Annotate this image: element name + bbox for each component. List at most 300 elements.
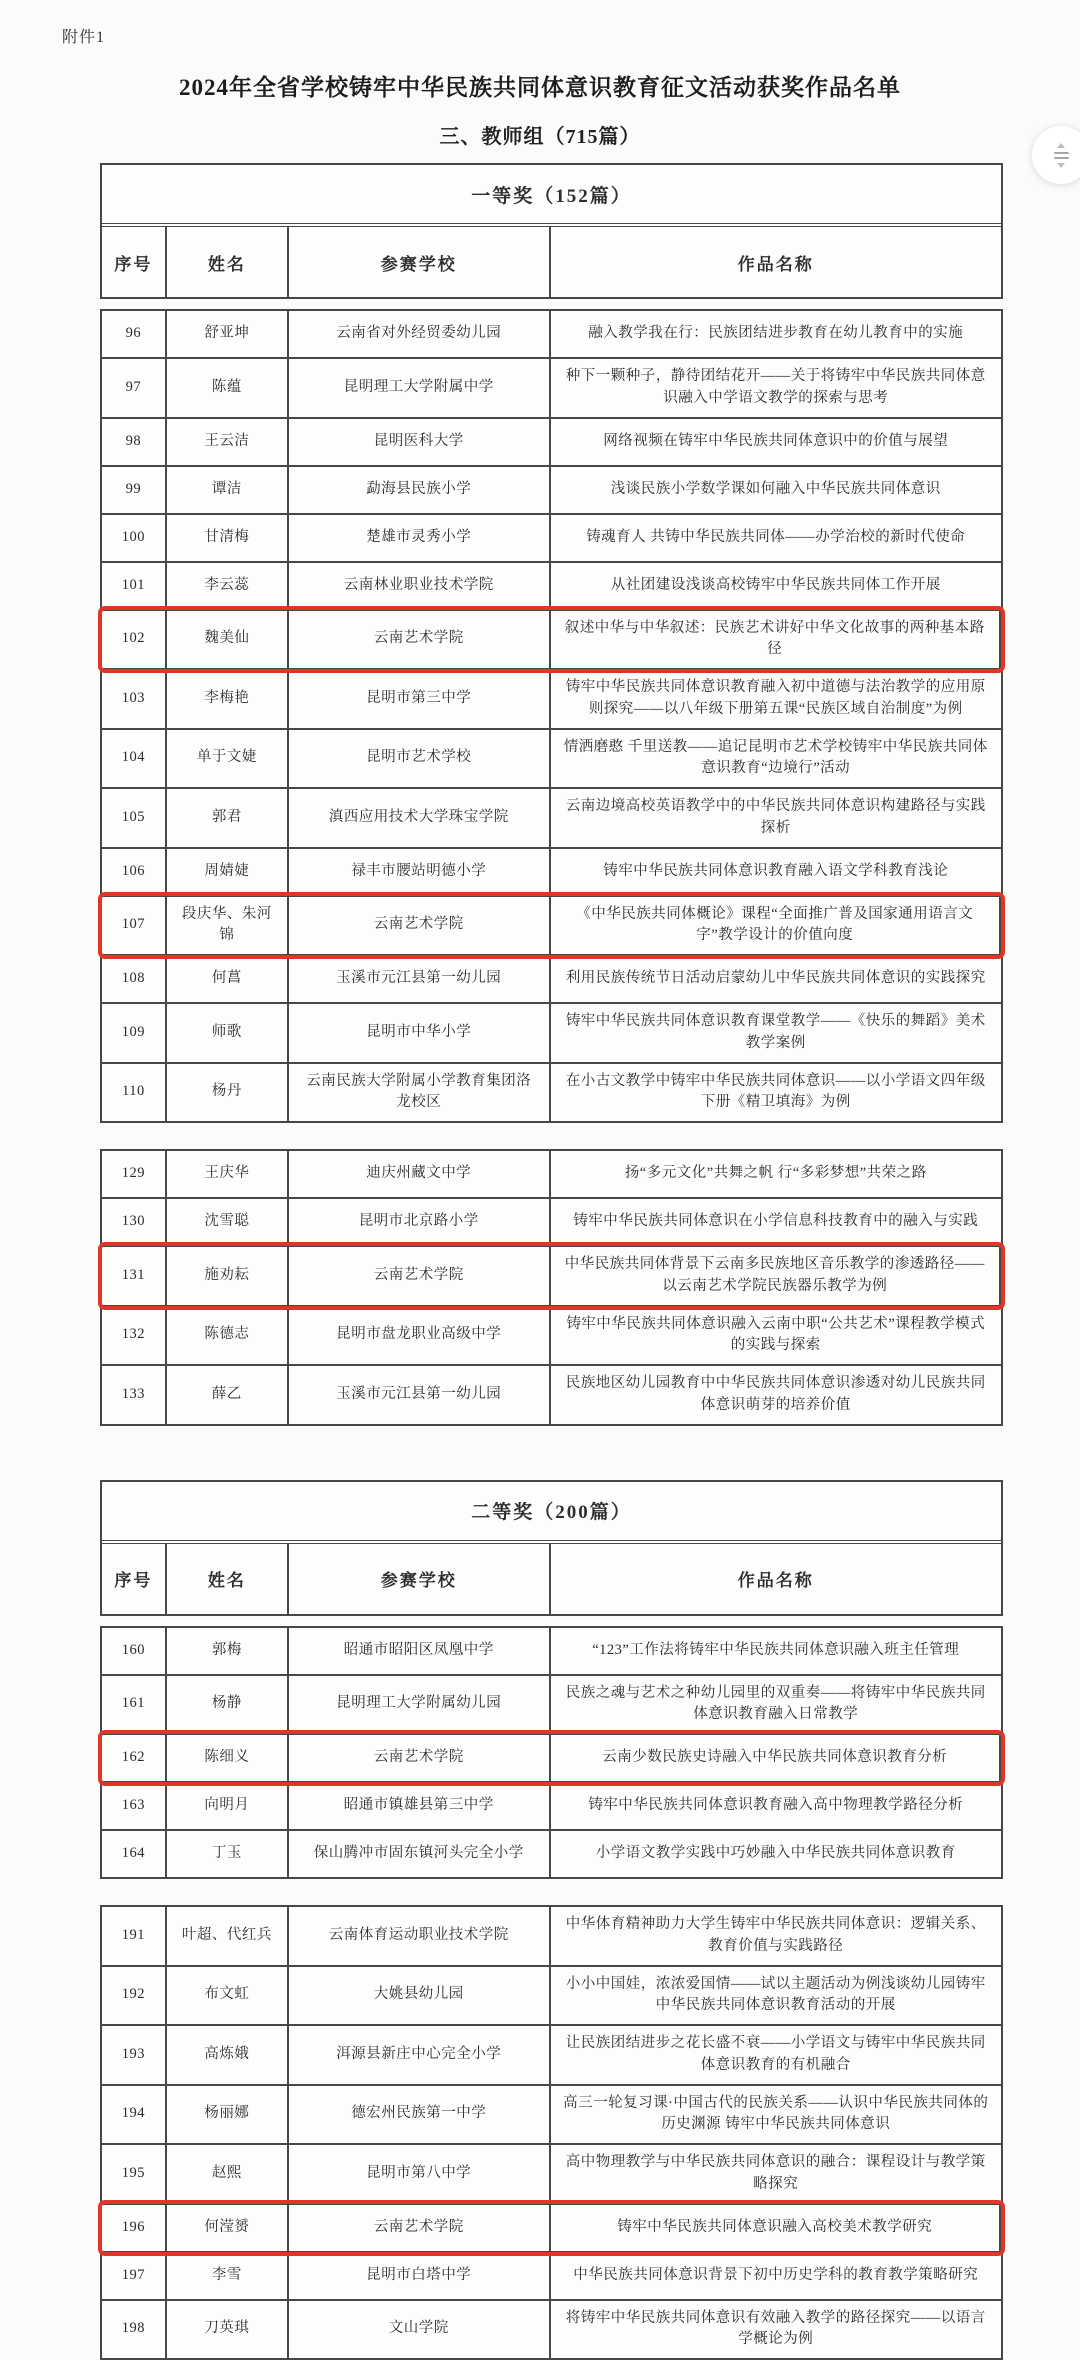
chevron-up-icon[interactable]	[1057, 143, 1065, 148]
column-header: 作品名称	[737, 254, 814, 274]
work-title	[551, 1064, 1001, 1122]
work-title	[551, 849, 1001, 895]
entrant-name-text: 布文虹	[204, 1986, 250, 2003]
table-row	[102, 2143, 1001, 2203]
entrant-school	[289, 2205, 551, 2251]
work-title	[551, 956, 1001, 1002]
row-number	[102, 2026, 167, 2084]
row-number	[102, 1151, 167, 1197]
row-number-text: 192	[121, 1986, 145, 2003]
entrant-name	[167, 1628, 289, 1674]
entrant-name	[167, 2086, 289, 2144]
row-number-text: 110	[122, 1083, 145, 1100]
row-number-text: 130	[121, 1213, 145, 1230]
page-title: 2024年全省学校铸牢中华民族共同体意识教育征文活动获奖作品名单	[179, 75, 901, 100]
row-number-text: 99	[125, 480, 142, 497]
entrant-name	[167, 1004, 289, 1062]
entrant-school	[289, 2145, 551, 2203]
table-row	[102, 1062, 1001, 1122]
entrant-school	[289, 2301, 551, 2359]
entrant-school	[289, 2026, 551, 2084]
table-row	[102, 2251, 1001, 2299]
entrant-school-text: 昭通市昭阳区凤凰中学	[343, 1641, 494, 1658]
chevron-down-icon[interactable]	[1057, 163, 1065, 168]
entrant-name-text: 郭梅	[211, 1641, 242, 1658]
work-title	[551, 515, 1001, 561]
work-title	[551, 1783, 1001, 1829]
entrant-name	[167, 849, 289, 895]
table-row	[102, 668, 1001, 728]
entrant-name-text: 李梅艳	[204, 689, 250, 706]
table-row	[102, 1829, 1001, 1877]
entrant-name-text: 谭洁	[211, 480, 242, 497]
table-row	[102, 787, 1001, 847]
entrant-name-text: 师歌	[211, 1023, 242, 1040]
entrant-name	[167, 419, 289, 465]
entrant-school-text: 文山学院	[388, 2320, 449, 2337]
row-number	[102, 2086, 167, 2144]
entrant-name	[167, 359, 289, 417]
work-title	[551, 1676, 1001, 1734]
entrant-name	[167, 2253, 289, 2299]
row-number-text: 100	[121, 528, 145, 545]
table-row	[102, 1305, 1001, 1365]
table-row	[102, 561, 1001, 609]
row-number-text: 132	[121, 1326, 145, 1343]
work-title-text: 云南少数民族史诗融入中华民族共同体意识教育分析	[602, 1749, 948, 1766]
entrant-name-text: 杨丽娜	[204, 2105, 250, 2122]
work-title-text: 中华民族共同体背景下云南多民族地区音乐教学的渗透路径——以云南艺术学院民族器乐教学为例	[564, 1256, 985, 1294]
work-title	[551, 1907, 1001, 1965]
work-title-text: 铸牢中华民族共同体意识在小学信息科技教育中的融入与实践	[573, 1213, 979, 1230]
entrant-name-text: 李雪	[211, 2266, 242, 2283]
entrant-school	[289, 1199, 551, 1245]
row-number-text: 191	[121, 1926, 145, 1943]
award-rows-section	[100, 1905, 1003, 2360]
row-number	[102, 1676, 167, 1734]
row-number-text: 194	[121, 2105, 145, 2122]
table-row	[102, 847, 1001, 895]
row-number	[102, 2205, 167, 2251]
entrant-name	[167, 1907, 289, 1965]
entrant-name	[167, 1366, 289, 1424]
entrant-school	[289, 1907, 551, 1965]
award-rows-section	[100, 1149, 1003, 1426]
row-number-text: 108	[121, 970, 145, 987]
entrant-name	[167, 897, 289, 955]
row-number	[102, 419, 167, 465]
table-row	[102, 954, 1001, 1002]
work-title	[551, 2253, 1001, 2299]
work-title	[551, 2086, 1001, 2144]
entrant-name-text: 周婧婕	[204, 862, 250, 879]
column-header-row	[102, 1544, 1001, 1614]
table-row	[102, 1151, 1001, 1197]
entrant-school	[289, 359, 551, 417]
table-row	[102, 1364, 1001, 1424]
table-row	[102, 465, 1001, 513]
work-title-text: 扬“多元文化”共舞之帆 行“多彩梦想”共荣之路	[624, 1165, 927, 1182]
work-title-text: 在小古文教学中铸牢中华民族共同体意识——以小学语文四年级下册《精卫填海》为例	[565, 1072, 986, 1111]
entrant-name-text: 陈德志	[204, 1326, 250, 1343]
work-title-text: 铸牢中华民族共同体意识教育课堂教学——《快乐的舞蹈》美术教学案例	[565, 1013, 986, 1051]
entrant-name-text: 李云蕊	[204, 576, 250, 593]
row-number	[102, 1307, 167, 1365]
tables	[100, 163, 1003, 2360]
entrant-school-text: 禄丰市腰站明德小学	[351, 862, 487, 879]
award-title: 一等奖（152篇）	[102, 165, 1001, 227]
work-title	[551, 1199, 1001, 1245]
row-number-text: 164	[121, 1845, 145, 1862]
table-row	[102, 357, 1001, 417]
entrant-name-text: 杨静	[211, 1695, 242, 1712]
row-number-text: 106	[121, 862, 145, 879]
entrant-school	[289, 611, 551, 669]
row-number-text: 193	[121, 2045, 145, 2062]
row-number	[102, 1735, 167, 1781]
row-number-text: 105	[121, 808, 145, 825]
work-title-text: 铸牢中华民族共同体意识融入云南中职“公共艺术”课程教学模式的实践与探索	[566, 1315, 986, 1354]
row-number	[102, 2253, 167, 2299]
entrant-school	[289, 1831, 551, 1877]
table-row	[102, 513, 1001, 561]
row-number-text: 195	[121, 2164, 145, 2181]
entrant-school-text: 云南省对外经贸委幼儿园	[336, 325, 502, 342]
row-number-text: 104	[121, 749, 145, 766]
table-row	[102, 2084, 1001, 2144]
entrant-school-text: 昆明市白塔中学	[366, 2266, 472, 2283]
entrant-school-text: 云南艺术学院	[373, 630, 464, 647]
column-header-row	[102, 227, 1001, 297]
row-number-text: 96	[125, 325, 142, 342]
entrant-name	[167, 311, 289, 357]
work-title-text: 小学语文教学实践中巧妙融入中华民族共同体意识教育	[595, 1845, 956, 1862]
entrant-name	[167, 1735, 289, 1781]
entrant-school-text: 玉溪市元江县第一幼儿园	[336, 970, 502, 987]
row-number-text: 163	[121, 1797, 145, 1814]
work-title	[551, 419, 1001, 465]
row-number	[102, 1247, 167, 1305]
row-number	[102, 956, 167, 1002]
entrant-school-text: 昆明市第八中学	[366, 2164, 472, 2181]
entrant-school-text: 昆明市北京路小学	[358, 1213, 479, 1230]
work-title-text: 融入教学我在行：民族团结进步教育在幼儿教育中的实施	[588, 325, 964, 342]
table-row	[102, 609, 1001, 669]
group-subtitle: 三、教师组（715篇）	[439, 126, 641, 148]
page-scroll-widget[interactable]	[1032, 126, 1080, 184]
table-row	[102, 2024, 1001, 2084]
work-title-text: 将铸牢中华民族共同体意识有效融入教学的路径探究——以语言学概论为例	[565, 2309, 986, 2348]
table-row	[102, 2299, 1001, 2359]
work-title-text: “123”工作法将铸牢中华民族共同体意识融入班主任管理	[592, 1641, 960, 1658]
attachment-label: 附件1	[62, 29, 106, 46]
table-row	[102, 1002, 1001, 1062]
column-header: 序号	[102, 1544, 167, 1614]
award-title: 二等奖（200篇）	[102, 1482, 1001, 1544]
entrant-school-text: 迪庆州藏文中学	[366, 1165, 472, 1182]
entrant-name	[167, 1676, 289, 1734]
work-title-text: 情洒磨憨 千里送教——追记昆明市艺术学校铸牢中华民族共同体意识教育“边境行”活动	[563, 738, 988, 777]
entrant-school	[289, 1676, 551, 1734]
entrant-name-text: 何菖	[211, 970, 242, 987]
row-number-text: 160	[121, 1641, 145, 1658]
work-title	[551, 311, 1001, 357]
entrant-name	[167, 1247, 289, 1305]
row-number	[102, 849, 167, 895]
work-title	[551, 2026, 1001, 2084]
column-header: 序号	[102, 227, 167, 297]
table-row	[102, 895, 1001, 955]
row-number-text: 107	[121, 916, 145, 933]
row-number	[102, 1064, 167, 1122]
work-title-text: 让民族团结进步之花长盛不衰——小学语文与铸牢中华民族共同体意识教育的有机融合	[565, 2035, 986, 2073]
work-title-text: 浅谈民族小学数学课如何融入中华民族共同体意识	[610, 480, 941, 497]
entrant-school-text: 云南艺术学院	[373, 916, 464, 933]
row-number	[102, 515, 167, 561]
table-row	[102, 1628, 1001, 1674]
entrant-school	[289, 563, 551, 609]
entrant-school-text: 德宏州民族第一中学	[351, 2105, 487, 2122]
table-row	[102, 311, 1001, 357]
entrant-name-text: 段庆华、朱河锦	[181, 905, 272, 944]
column-header: 作品名称	[737, 1571, 814, 1590]
award-rows-section	[100, 309, 1003, 1123]
entrant-name-text: 刀英琪	[204, 2320, 250, 2337]
entrant-school-text: 云南林业职业技术学院	[343, 576, 494, 593]
entrant-name	[167, 956, 289, 1002]
table-row	[102, 728, 1001, 788]
entrant-name	[167, 563, 289, 609]
entrant-name-text: 向明月	[204, 1797, 250, 1814]
entrant-name	[167, 1783, 289, 1829]
entrant-name-text: 沈雪聪	[204, 1213, 250, 1230]
table-row	[102, 1197, 1001, 1245]
row-number	[102, 730, 167, 788]
row-number	[102, 611, 167, 669]
entrant-school-text: 云南民族大学附属小学教育集团洛龙校区	[306, 1072, 532, 1111]
work-title-text: 铸牢中华民族共同体意识融入高校美术教学研究	[617, 2218, 933, 2235]
column-header: 姓名	[167, 1544, 289, 1614]
entrant-school	[289, 1064, 551, 1122]
row-number	[102, 1004, 167, 1062]
entrant-name	[167, 2145, 289, 2203]
entrant-name	[167, 1831, 289, 1877]
work-title-text: 中华体育精神助力大学生铸牢中华民族共同体意识：逻辑关系、教育价值与实践路径	[565, 1916, 986, 1954]
row-number	[102, 563, 167, 609]
work-title	[551, 1247, 1001, 1305]
row-number	[102, 1199, 167, 1245]
award-table-header	[100, 163, 1003, 299]
entrant-name-text: 郭君	[211, 808, 242, 825]
entrant-name-text: 单于文婕	[196, 749, 257, 766]
work-title-text: 种下一颗种子，静待团结花开——关于将铸牢中华民族共同体意识融入中学语文教学的探索与思考	[565, 368, 986, 406]
work-title	[551, 467, 1001, 513]
column-header: 参赛学校	[289, 227, 551, 297]
entrant-name	[167, 515, 289, 561]
row-number	[102, 897, 167, 955]
work-title	[551, 563, 1001, 609]
entrant-school-text: 勐海县民族小学	[366, 480, 472, 497]
entrant-school	[289, 515, 551, 561]
entrant-school	[289, 1735, 551, 1781]
row-number	[102, 789, 167, 847]
entrant-school-text: 保山腾冲市固东镇河头完全小学	[313, 1845, 524, 1862]
entrant-name	[167, 611, 289, 669]
entrant-school	[289, 2253, 551, 2299]
work-title-text: 叙述中华与中华叙述：民族艺术讲好中华文化故事的两种基本路径	[564, 619, 985, 658]
work-title-text: 云南边境高校英语教学中的中华民族共同体意识构建路径与实践探析	[565, 798, 986, 836]
row-number-text: 103	[121, 689, 145, 706]
work-title-text: 铸牢中华民族共同体意识教育融入语文学科教育浅论	[603, 862, 949, 879]
entrant-school	[289, 1307, 551, 1365]
entrant-school	[289, 670, 551, 728]
row-number	[102, 1831, 167, 1877]
table-row	[102, 1733, 1001, 1781]
entrant-school	[289, 311, 551, 357]
row-number	[102, 1366, 167, 1424]
work-title-text: 民族地区幼儿园教育中中华民族共同体意识渗透对幼儿民族共同体意识萌芽的培养价值	[565, 1375, 986, 1413]
award-rows-section	[100, 1626, 1003, 1880]
entrant-school-text: 大姚县幼儿园	[373, 1986, 464, 2003]
award-table-header	[100, 1480, 1003, 1616]
menu-lines-icon[interactable]	[1054, 152, 1069, 159]
row-number	[102, 467, 167, 513]
table-row	[102, 2203, 1001, 2251]
entrant-school	[289, 1967, 551, 2025]
work-title	[551, 1735, 1001, 1781]
entrant-school	[289, 1628, 551, 1674]
entrant-school	[289, 849, 551, 895]
entrant-school-text: 昆明理工大学附属幼儿园	[336, 1695, 502, 1712]
entrant-school-text: 云南艺术学院	[373, 1749, 464, 1766]
work-title	[551, 2205, 1001, 2251]
entrant-name	[167, 1967, 289, 2025]
entrant-name-text: 赵熙	[211, 2164, 242, 2181]
entrant-name-text: 王云洁	[204, 432, 250, 449]
entrant-school	[289, 1783, 551, 1829]
entrant-name-text: 杨丹	[211, 1083, 242, 1100]
work-title	[551, 1366, 1001, 1424]
entrant-name	[167, 2301, 289, 2359]
entrant-school-text: 云南艺术学院	[373, 2218, 464, 2235]
work-title	[551, 1151, 1001, 1197]
table-row	[102, 1907, 1001, 1965]
work-title	[551, 611, 1001, 669]
work-title	[551, 1004, 1001, 1062]
row-number	[102, 2145, 167, 2203]
entrant-name	[167, 1064, 289, 1122]
work-title-text: 从社团建设浅谈高校铸牢中华民族共同体工作开展	[610, 576, 941, 593]
row-number	[102, 1907, 167, 1965]
entrant-school-text: 玉溪市元江县第一幼儿园	[336, 1385, 502, 1402]
row-number	[102, 1967, 167, 2025]
work-title	[551, 730, 1001, 788]
entrant-school	[289, 1151, 551, 1197]
work-title-text: 民族之魂与艺术之种幼儿园里的双重奏——将铸牢中华民族共同体意识教育融入日常教学	[565, 1684, 986, 1723]
row-number-text: 131	[121, 1266, 145, 1283]
entrant-school-text: 昆明理工大学附属中学	[343, 378, 494, 395]
work-title-text: 小小中国娃，浓浓爱国情——试以主题活动为例浅谈幼儿园铸牢中华民族共同体意识教育活动的开展	[565, 1975, 986, 2014]
column-header: 姓名	[167, 227, 289, 297]
entrant-school	[289, 730, 551, 788]
work-title-text: 利用民族传统节日活动启蒙幼儿中华民族共同体意识的实践探究	[565, 970, 986, 987]
work-title	[551, 2145, 1001, 2203]
entrant-name	[167, 789, 289, 847]
entrant-school-text: 滇西应用技术大学珠宝学院	[328, 808, 509, 825]
work-title-text: 铸牢中华民族共同体意识教育融入初中道德与法治教学的应用原则探究——以八年级下册第五课“民族区域自治制度”为例	[565, 679, 986, 717]
entrant-school-text: 昆明市盘龙职业高级中学	[336, 1326, 502, 1343]
work-title	[551, 897, 1001, 955]
entrant-school-text: 洱源县新庄中心完全小学	[336, 2045, 502, 2062]
column-header: 参赛学校	[289, 1544, 551, 1614]
row-number-text: 197	[121, 2266, 145, 2283]
table-row	[102, 1965, 1001, 2025]
work-title	[551, 1831, 1001, 1877]
row-number	[102, 1783, 167, 1829]
entrant-school	[289, 2086, 551, 2144]
row-number-text: 162	[121, 1749, 145, 1766]
entrant-school	[289, 1366, 551, 1424]
entrant-school-text: 昭通市镇雄县第三中学	[343, 1797, 494, 1814]
entrant-school-text: 昆明市艺术学校	[366, 749, 472, 766]
table-row	[102, 1245, 1001, 1305]
row-number-text: 101	[121, 576, 145, 593]
work-title	[551, 670, 1001, 728]
row-number	[102, 670, 167, 728]
work-title	[551, 1967, 1001, 2025]
entrant-school	[289, 789, 551, 847]
entrant-name	[167, 1307, 289, 1365]
work-title	[551, 359, 1001, 417]
entrant-school-text: 昆明市中华小学	[366, 1023, 472, 1040]
entrant-name-text: 高炼娥	[204, 2045, 250, 2062]
work-title-text: 《中华民族共同体概论》课程“全面推广普及国家通用语言文字”教学设计的价值向度	[576, 905, 974, 944]
row-number-text: 109	[121, 1023, 145, 1040]
entrant-name-text: 王庆华	[204, 1165, 250, 1182]
entrant-name-text: 何滢赟	[204, 2218, 250, 2235]
entrant-school-text: 云南体育运动职业技术学院	[328, 1926, 509, 1943]
entrant-school-text: 昆明医科大学	[373, 432, 464, 449]
entrant-name	[167, 467, 289, 513]
entrant-name-text: 魏美仙	[204, 630, 250, 647]
work-title	[551, 789, 1001, 847]
row-number-text: 161	[121, 1695, 145, 1712]
row-number-text: 133	[121, 1385, 145, 1402]
entrant-school	[289, 956, 551, 1002]
entrant-school-text: 昆明市第三中学	[366, 689, 472, 706]
table-row	[102, 417, 1001, 465]
work-title-text: 高中物理教学与中华民族共同体意识的融合：课程设计与教学策略探究	[565, 2154, 986, 2192]
entrant-name-text: 陈蕴	[211, 378, 242, 395]
table-row	[102, 1674, 1001, 1734]
work-title-text: 高三一轮复习课·中国古代的民族关系——认识中华民族共同体的历史渊源 铸牢中华民族共同体意识	[563, 2094, 989, 2133]
entrant-name-text: 施劝耘	[204, 1266, 250, 1283]
entrant-name-text: 丁玉	[211, 1845, 242, 1862]
work-title	[551, 1628, 1001, 1674]
entrant-name	[167, 1199, 289, 1245]
work-title-text: 中华民族共同体意识背景下初中历史学科的教育教学策略研究	[573, 2266, 979, 2283]
entrant-school	[289, 897, 551, 955]
row-number	[102, 2301, 167, 2359]
row-number-text: 98	[125, 432, 142, 449]
entrant-name-text: 舒亚坤	[204, 325, 250, 342]
entrant-name	[167, 670, 289, 728]
work-title-text: 铸牢中华民族共同体意识教育融入高中物理教学路径分析	[588, 1797, 964, 1814]
row-number-text: 196	[121, 2218, 145, 2235]
entrant-school-text: 楚雄市灵秀小学	[366, 528, 472, 545]
row-number-text: 129	[121, 1165, 145, 1182]
entrant-name-text: 陈细义	[204, 1749, 250, 1766]
